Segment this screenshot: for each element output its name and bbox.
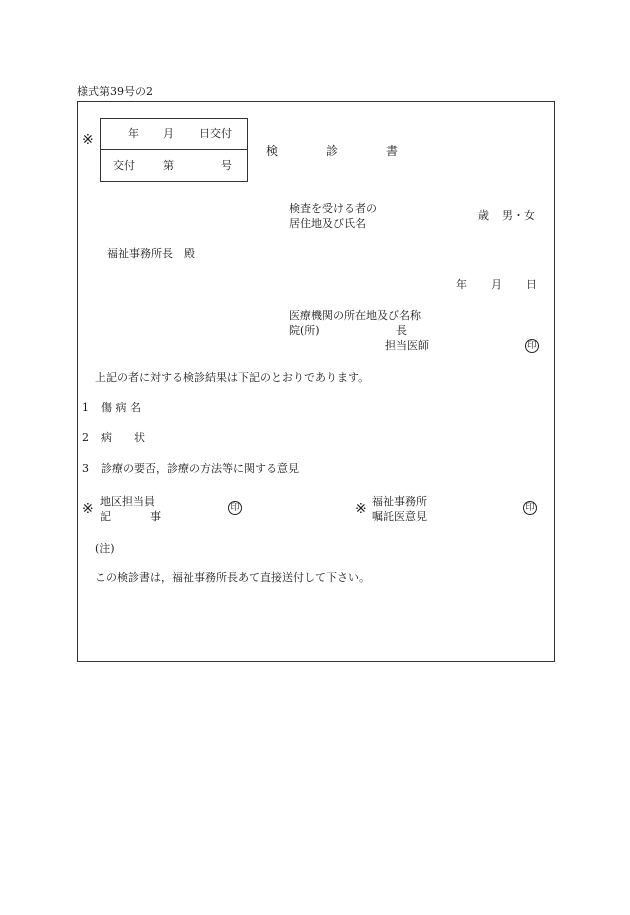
district-asterisk-icon: ※ [82, 501, 94, 517]
item-3-number: 3 [82, 462, 89, 475]
item-1-label: 傷 病 名 [101, 401, 141, 414]
item-1-number: 1 [82, 401, 89, 414]
date-day-label: 日 [526, 278, 537, 291]
seal-doctor-icon: 印 [525, 339, 539, 353]
examinee-label-line1: 検査を受ける者の [289, 202, 377, 215]
title-char-1: 検 [266, 144, 279, 158]
office-asterisk-icon: ※ [355, 501, 367, 517]
office-label-line1: 福祉事務所 [372, 495, 427, 508]
institution-label: 医療機関の所在地及び名称 [289, 309, 421, 322]
district-label-line2b: 事 [150, 510, 161, 523]
issue-year-label: 年 [128, 127, 139, 140]
issue-month-label: 月 [163, 127, 174, 140]
district-label-line2a: 記 [100, 510, 111, 523]
form-number: 様式第39号の2 [77, 85, 153, 98]
note-text: この検診書は，福祉事務所長あて直接送付して下さい。 [95, 571, 370, 584]
item-3-label: 診療の要否，診療の方法等に関する意見 [101, 462, 299, 475]
title-char-3: 書 [386, 144, 399, 158]
item-2-label: 病 状 [101, 431, 145, 444]
institution-chief-label: 長 [396, 324, 407, 337]
intro-text: 上記の者に対する検診結果は下記のとおりであります。 [95, 371, 370, 384]
addressee: 福祉事務所長 殿 [107, 247, 195, 260]
asterisk-mark-icon: ※ [82, 132, 94, 148]
title-char-2: 診 [326, 144, 339, 158]
date-year-label: 年 [456, 278, 467, 291]
issue-go-label: 号 [221, 159, 232, 172]
age-label: 歳 [478, 209, 489, 222]
examinee-label-line2: 居住地及び氏名 [289, 217, 366, 230]
issue-box-divider [100, 149, 248, 150]
note-label: (注) [95, 542, 115, 555]
item-2-number: 2 [82, 431, 89, 444]
office-label-line2: 嘱託医意見 [372, 510, 427, 523]
institution-in-label: 院(所) [289, 324, 320, 337]
seal-district-icon: 印 [228, 501, 242, 515]
sex-label: 男・女 [502, 209, 535, 222]
issued-label: 交付 [113, 159, 135, 172]
seal-office-icon: 印 [523, 501, 537, 515]
issue-day-label: 日交付 [199, 127, 232, 140]
date-month-label: 月 [491, 278, 502, 291]
doctor-label: 担当医師 [385, 339, 429, 352]
district-label-line1: 地区担当員 [100, 495, 155, 508]
issue-dai-label: 第 [163, 159, 174, 172]
